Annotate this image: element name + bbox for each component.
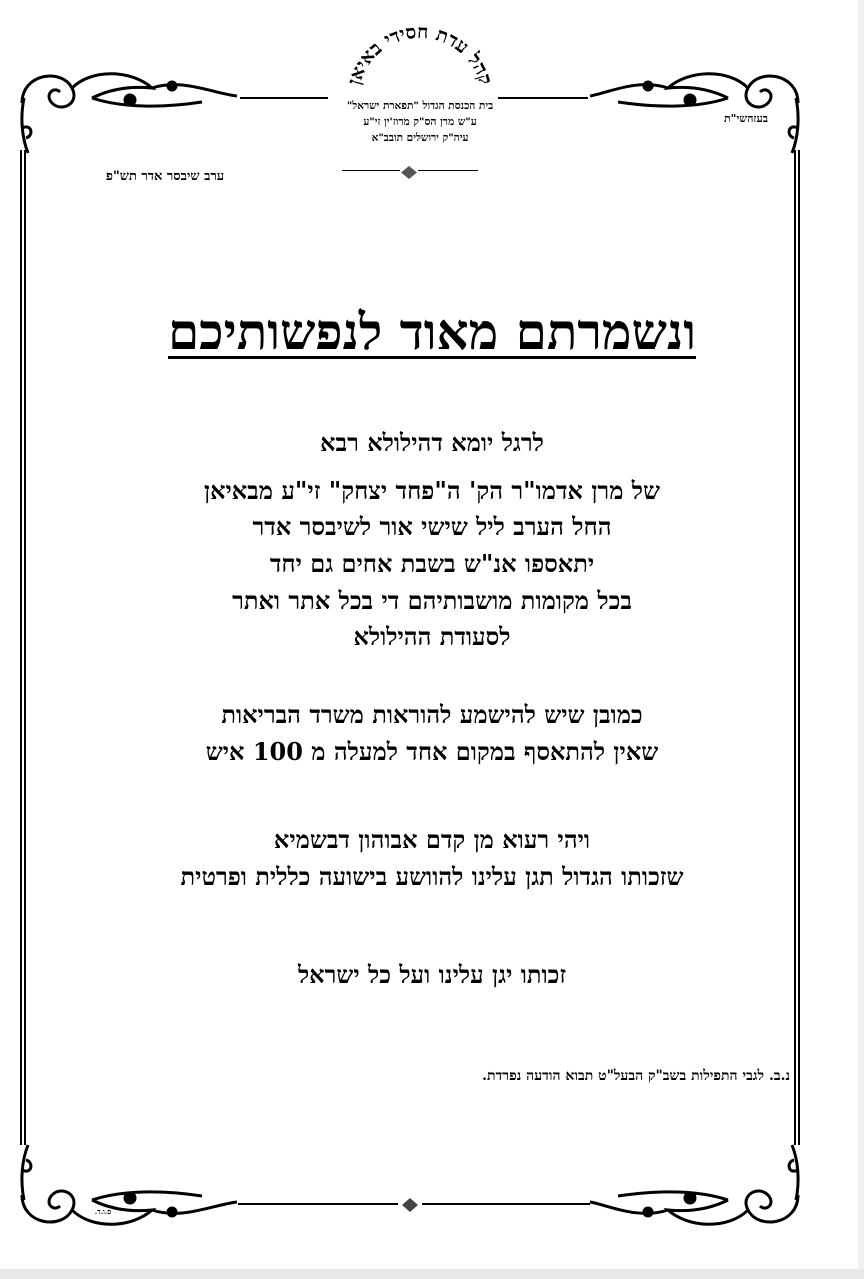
body-line: החל הערב ליל שישי אור לשיבסר אדר — [252, 512, 612, 541]
bottom-diamond-icon — [402, 1197, 418, 1216]
bottom-left-flourish-icon — [12, 1140, 242, 1244]
page-edge-shadow — [858, 0, 864, 1279]
closing-line: זכותו יגן עלינו ועל כל ישראל — [297, 960, 567, 989]
body-line: לסעודת ההילולא — [353, 622, 511, 651]
header-line-1: בית הכנסת הגדול "תפארת ישראל" — [346, 100, 494, 112]
bottom-rule-left — [238, 1203, 398, 1205]
header-line-3: עיה"ק ירושלים תובב"א — [371, 132, 469, 144]
body-line: לרגל יומא דהילולא רבא — [320, 428, 544, 457]
top-right-flourish-icon — [588, 58, 808, 162]
body-line: יתאספו אנ"ש בשבת אחים גם יחד — [269, 549, 595, 578]
document-date: ערב שיבסר אדר תש"פ — [105, 169, 225, 184]
header-diamond-icon — [401, 164, 417, 183]
header-rule-right — [418, 170, 478, 171]
body-line: שזכותו הגדול תגן עלינו להוושע בישועה כללית ופרטית — [180, 862, 684, 891]
top-right-bsd: בעזהשי"ת — [723, 112, 769, 125]
body-line: כמובן שיש להישמע להוראות משרד הבריאות — [221, 700, 643, 729]
top-rule-left — [240, 97, 328, 99]
logo-arc-text: קהל עדת חסידי באיאן — [343, 22, 497, 88]
page-title: ונשמרתם מאוד לנפשותיכם — [167, 302, 697, 361]
page-bottom-band — [0, 1269, 864, 1279]
footnote: נ.ב. לגבי התפילות בשב"ק הבעל"ט תבוא הודעה נפרדת. — [482, 1068, 790, 1084]
body-line: בכל מקומות מושבותיהם די בכל אתר ואתר — [232, 586, 632, 615]
svg-text:קהל עדת חסידי באיאן — [343, 22, 497, 87]
top-left-flourish-icon — [12, 58, 242, 162]
body-line: של מרן אדמו"ר הק' ה"פחד יצחק" זי"ע מבאיאן — [203, 476, 661, 505]
header-rule-left — [342, 170, 400, 171]
body-line: שאין להתאסף במקום אחד למעלה מ 100 איש — [205, 737, 659, 766]
header-line-2: ע"ש מרן הס"ק מרוז'ין זי"ע — [363, 116, 477, 128]
body-line: ויהי רעוא מן קדם אבוהון דבשמיא — [273, 825, 591, 854]
logo-emblem — [340, 22, 500, 106]
footer-mark: ס.ו.ד. — [94, 1207, 112, 1216]
top-rule-right — [498, 97, 588, 99]
bottom-rule-right — [422, 1203, 590, 1205]
bottom-right-flourish-icon — [588, 1140, 808, 1244]
